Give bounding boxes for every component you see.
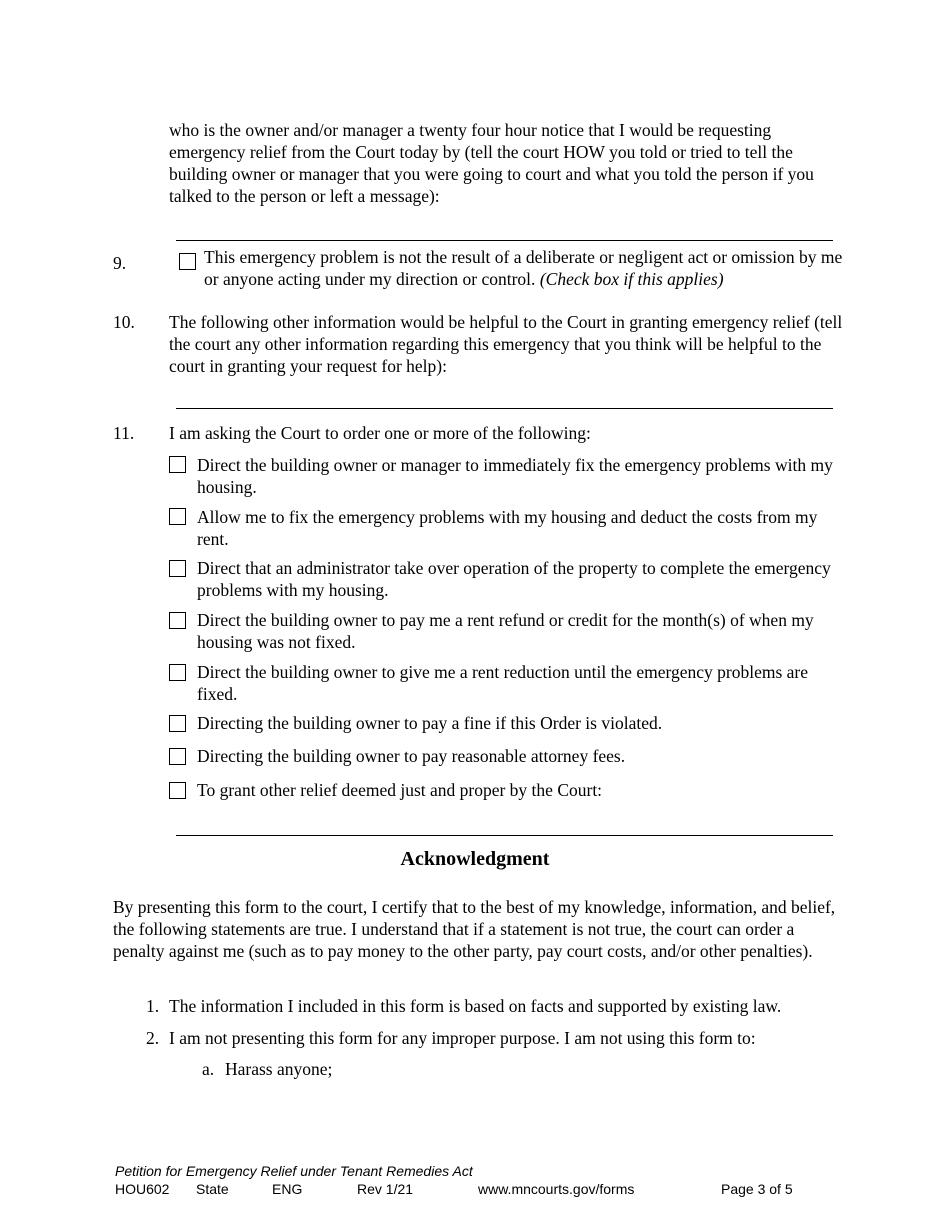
ack-item-2-marker: 2. [146, 1028, 160, 1048]
option-administrator-checkbox[interactable] [169, 560, 186, 577]
footer-revision: Rev 1/21 [357, 1181, 414, 1197]
option-rent-refund-checkbox[interactable] [169, 612, 186, 629]
answer-line [176, 240, 833, 241]
option-rent-refund-label: Direct the building owner to pay me a rent refund or credit for the month(s) of when my housing was not fixed. [197, 610, 814, 652]
option-administrator-label: Direct that an administrator take over operation of the property to complete the emergency problems with my housing. [197, 558, 831, 600]
option-fine-checkbox[interactable] [169, 715, 186, 732]
ack-subitem-a-text: Harass anyone; [225, 1059, 333, 1079]
option-fix-problems-checkbox[interactable] [169, 456, 186, 473]
option-fix-problems-label: Direct the building owner or manager to immediately fix the emergency problems with my housing. [197, 455, 833, 497]
item-9-checkbox[interactable] [179, 253, 196, 270]
option-fine-label: Directing the building owner to pay a fine if this Order is violated. [197, 713, 663, 733]
option-rent-reduction-checkbox[interactable] [169, 664, 186, 681]
item-11-number: 11. [113, 423, 135, 443]
footer-page-number: Page 3 of 5 [721, 1181, 793, 1197]
ack-item-1-text: The information I included in this form is based on facts and supported by existing law. [169, 996, 782, 1016]
item-9-statement: This emergency problem is not the result of a deliberate or negligent act or omission by me or anyone acting under my direction or control. [204, 247, 843, 289]
option-attorney-fees-label: Directing the building owner to pay reasonable attorney fees. [197, 746, 626, 766]
ack-item-1-marker: 1. [146, 996, 160, 1016]
footer-form-code: HOU602 [115, 1181, 170, 1197]
item-9-number: 9. [113, 253, 127, 273]
item-9-text [204, 246, 844, 290]
footer-jurisdiction: State [196, 1181, 229, 1197]
footer-title: Petition for Emergency Relief under Tenant Remedies Act [115, 1163, 473, 1179]
option-self-repair-checkbox[interactable] [169, 508, 186, 525]
acknowledgment-paragraph: By presenting this form to the court, I certify that to the best of my knowledge, information, and belief, the following statements are true. I understand that if a statement is not true, the court can order a penalty against me (such as to pay money to the other party, pay court costs, and/or other penalties). [113, 897, 836, 961]
ack-item-2-text: I am not presenting this form for any improper purpose. I am not using this form to: [169, 1028, 756, 1048]
option-attorney-fees-checkbox[interactable] [169, 748, 186, 765]
footer-language: ENG [272, 1181, 303, 1197]
item-11-text: I am asking the Court to order one or more of the following: [169, 423, 591, 443]
option-self-repair-label: Allow me to fix the emergency problems with my housing and deduct the costs from my rent. [197, 507, 818, 549]
option-other-relief-label: To grant other relief deemed just and proper by the Court: [197, 780, 603, 800]
item-9-note: (Check box if this applies) [539, 269, 724, 289]
item-10-text: The following other information would be helpful to the Court in granting emergency relief (tell the court any other information regarding this emergency that you think will be helpful to the court in granting your request for help): [169, 312, 843, 376]
option-rent-reduction-label: Direct the building owner to give me a rent reduction until the emergency problems are fixed. [197, 662, 809, 704]
option-other-relief-checkbox[interactable] [169, 782, 186, 799]
ack-subitem-a-marker: a. [202, 1059, 215, 1079]
footer-url: www.mncourts.gov/forms [478, 1181, 635, 1197]
answer-line [176, 835, 833, 836]
item-10-number: 10. [113, 312, 135, 332]
acknowledgment-heading: Acknowledgment [400, 848, 550, 870]
answer-line [176, 408, 833, 409]
intro-paragraph: who is the owner and/or manager a twenty four hour notice that I would be requesting emergency relief from the Court today by (tell the court HOW you told or tried to tell the building owner or manager that you were going to court and what you told the person if you talked to the person or left a message): [169, 120, 814, 206]
